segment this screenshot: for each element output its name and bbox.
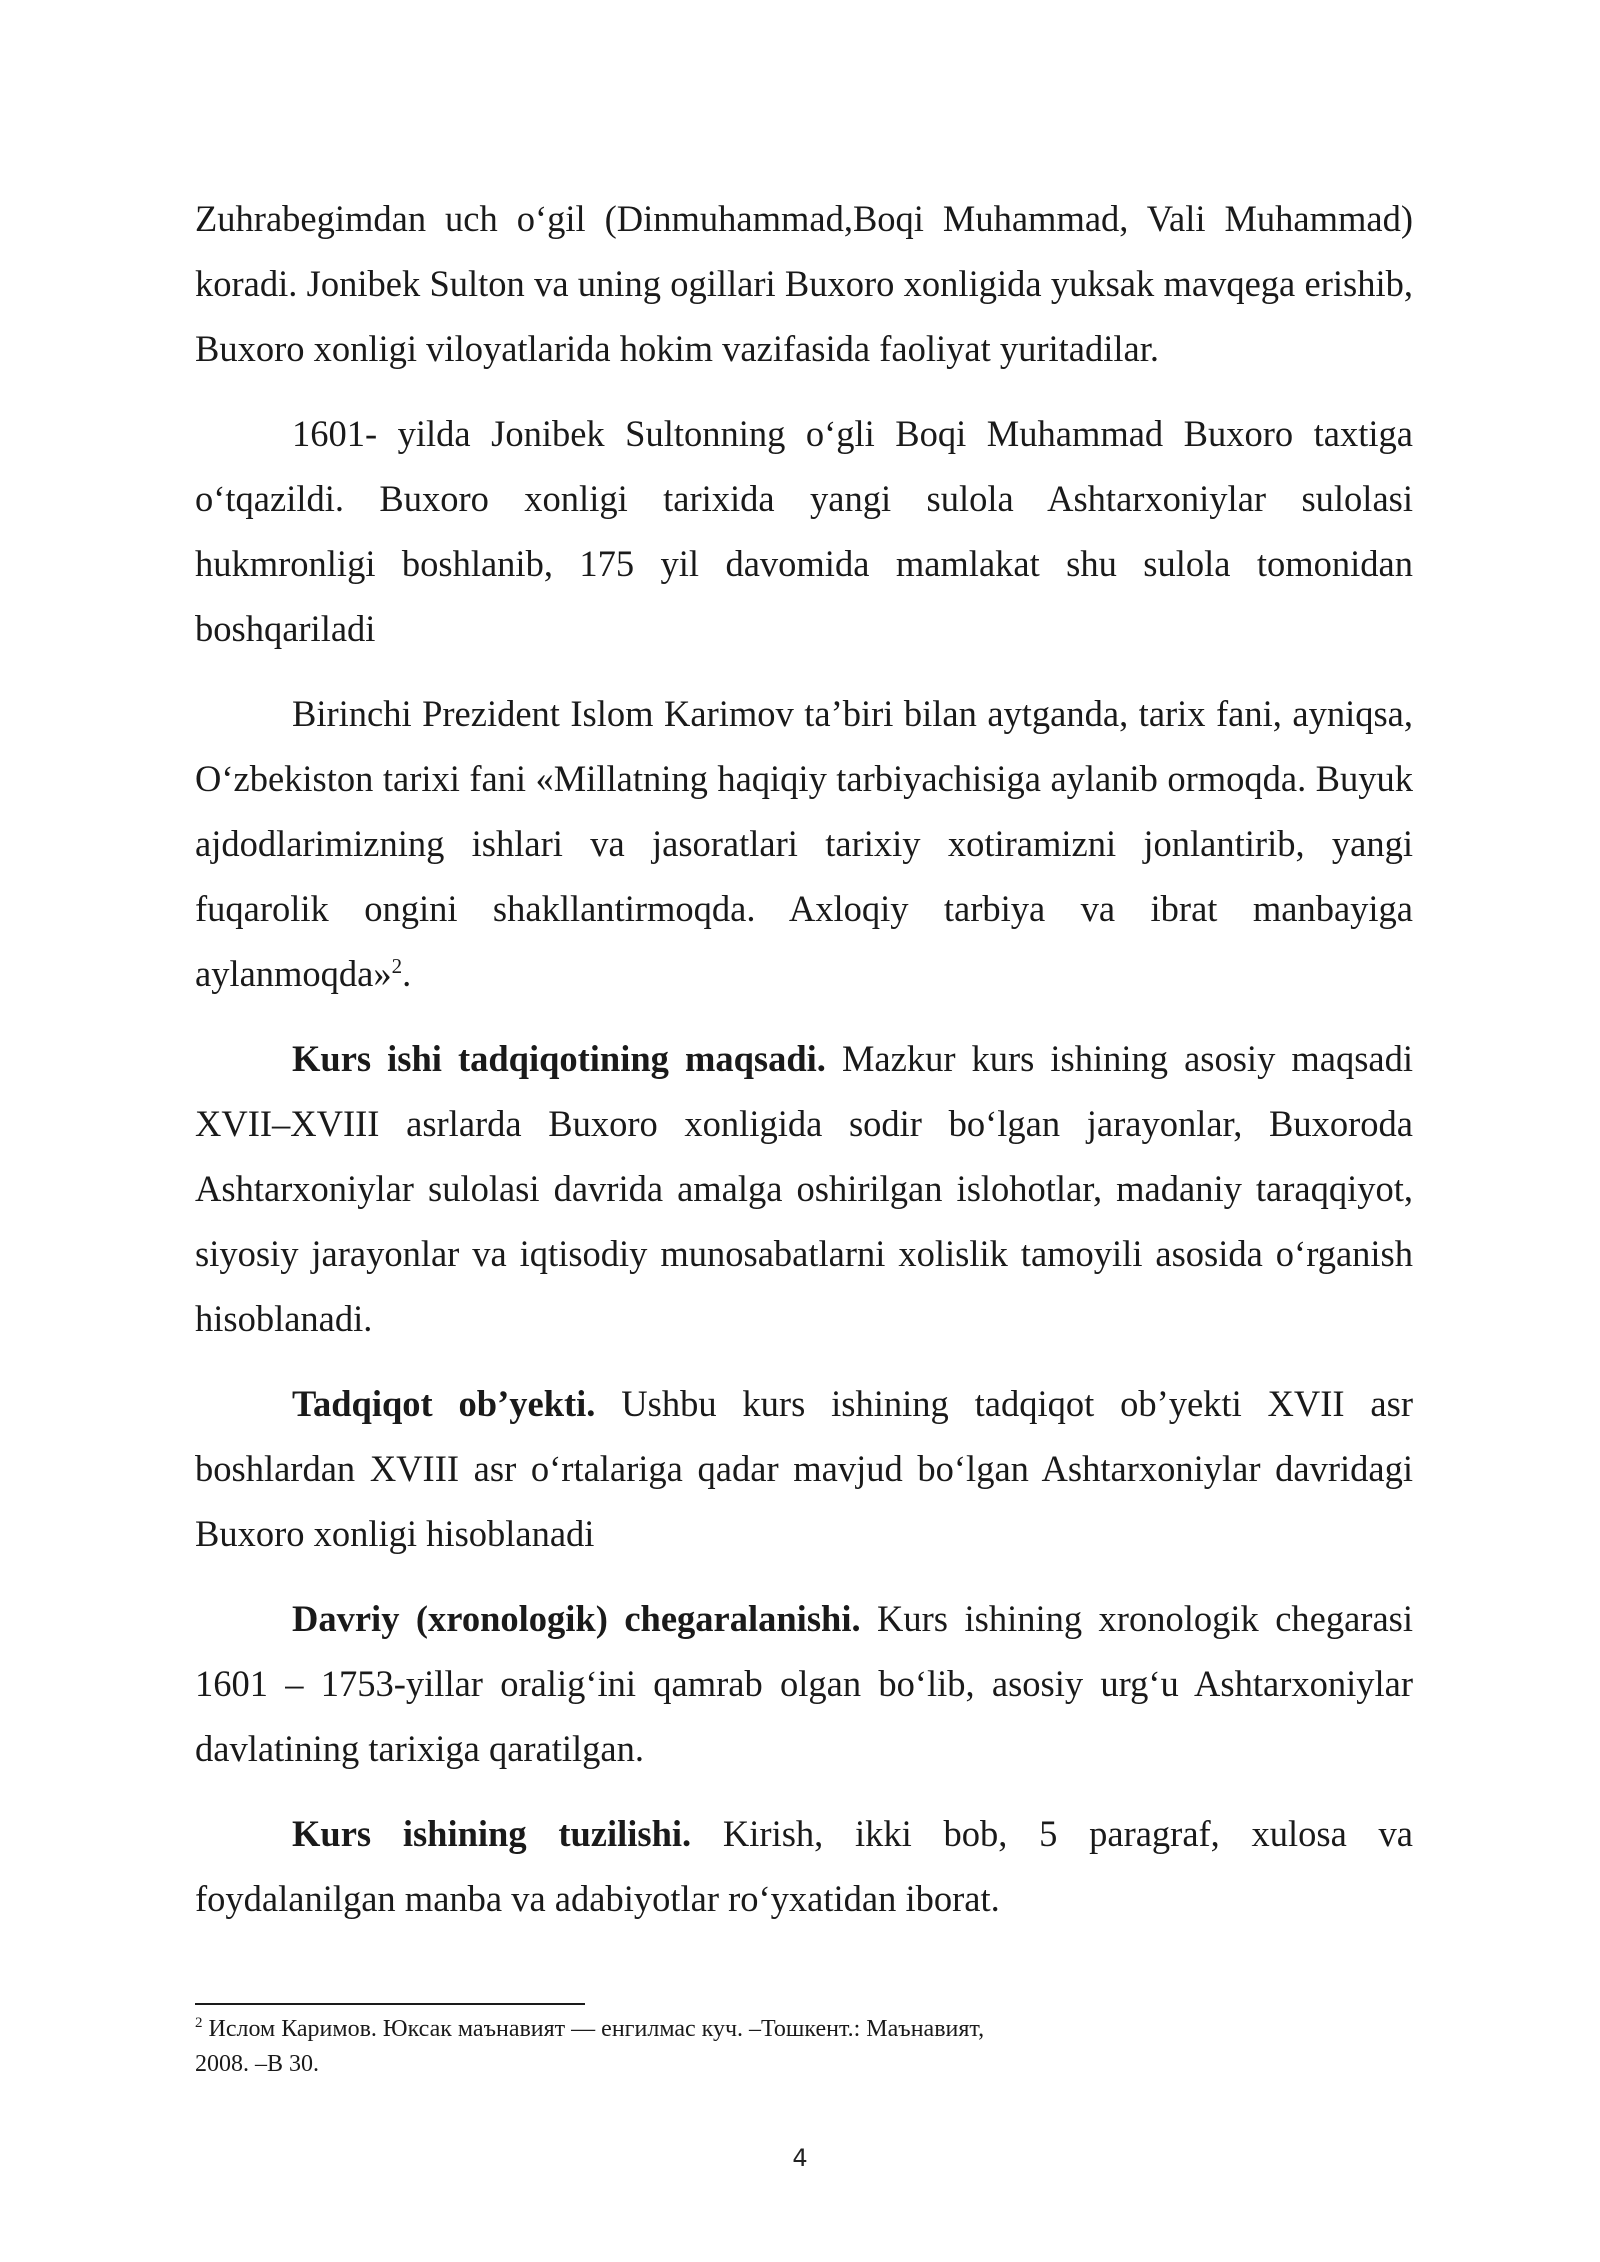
paragraph-heading: Davriy (xronologik) chegaralanishi. [292, 1598, 861, 1639]
paragraph-text: Zuhrabegimdan uch o‘gil (Dinmuhammad,Boqi Muhammad, Vali Muhammad) koradi. Jonibek Sulton va uning ogillari Buxoro xonligida yuksak mavqega erishib, Buxoro xonligi viloyatlarida hokim vazifasida faoliyat yuritadilar. [195, 198, 1413, 369]
paragraph-text: Ushbu kurs ishining tadqiqot ob’yekti XVII asr boshlardan XVIII asr o‘rtalariga qadar mavjud bo‘lgan Ashtarxoniylar davridagi Buxoro xonligi hisoblanadi [195, 1383, 1413, 1554]
paragraph-research-object [195, 1371, 1413, 1566]
paragraph-heading: Kurs ishining tuzilishi. [292, 1813, 692, 1854]
footnote [195, 2012, 1195, 2082]
paragraph-chronology [195, 1586, 1413, 1781]
paragraph-text: Birinchi Prezident Islom Karimov ta’biri bilan aytganda, tarix fani, ayniqsa, O‘zbekiston tarixi fani «Millatning haqiqiy tarbiyachisiga aylanib ormoqda. Buyuk ajdodlarimizning ishlari va jasoratlari tarixiy xotiramizni jonlantirib, yangi fuqarolik ongini shakllantirmoqda. Axloqiy tarbiya va ibrat manbayiga aylanmoqda» [195, 693, 1413, 994]
paragraph-intro [195, 186, 1413, 381]
footnote-line: 2008. –B 30. [195, 2051, 320, 2077]
paragraph-karimov-quote [195, 681, 1413, 1006]
paragraph-heading: Kurs ishi tadqiqotining maqsadi. [292, 1038, 826, 1079]
paragraph-text: Mazkur kurs ishining asosiy maqsadi XVII–XVIII asrlarda Buxoro xonligida sodir bo‘lgan jarayonlar, Buxoroda Ashtarxoniylar sulolasi davrida amalga oshirilgan islohotlar, madaniy taraqqiyot, siyosiy jarayonlar va iqtisodiy munosabatlarni xolislik tamoyili asosida o‘rganish hisoblanadi. [195, 1038, 1413, 1339]
paragraph-heading: Tadqiqot ob’yekti. [292, 1383, 596, 1424]
footnote-reference[interactable]: 2 [391, 953, 403, 978]
paragraph-text: Kirish, ikki bob, 5 paragraf, xulosa va foydalanilgan manba va adabiyotlar ro‘yxatidan iborat. [195, 1813, 1414, 1919]
footnote-text: Ислом Каримов. Юксак маънавият — енгилмас куч. –Тошкент.: Маънавият, [202, 2016, 985, 2042]
paragraph-research-goal [195, 1026, 1413, 1351]
page-number: 4 [792, 2144, 808, 2172]
paragraph-text: 1601- yilda Jonibek Sultonning o‘gli Boqi Muhammad Buxoro taxtiga o‘tqazildi. Buxoro xonligi tarixida yangi sulola Ashtarxoniylar sulolasi hukmronligi boshlanib, 175 yil davomida mamlakat shu sulola tomonidan boshqariladi [195, 413, 1413, 649]
paragraph-boqi-muhammad [195, 401, 1413, 661]
paragraph-structure [195, 1801, 1413, 1931]
footnote-number: 2 [195, 2015, 203, 2031]
document-body [195, 186, 1413, 1951]
paragraph-text: Kurs ishining xronologik chegarasi 1601 – 1753-yillar oralig‘ini qamrab olgan bo‘lib, asosiy urg‘u Ashtarxoniylar davlatining tarixiga qaratilgan. [195, 1598, 1413, 1769]
paragraph-tail: . [402, 953, 412, 994]
footnote-separator [195, 2003, 585, 2005]
footnote-line [195, 2012, 1195, 2047]
